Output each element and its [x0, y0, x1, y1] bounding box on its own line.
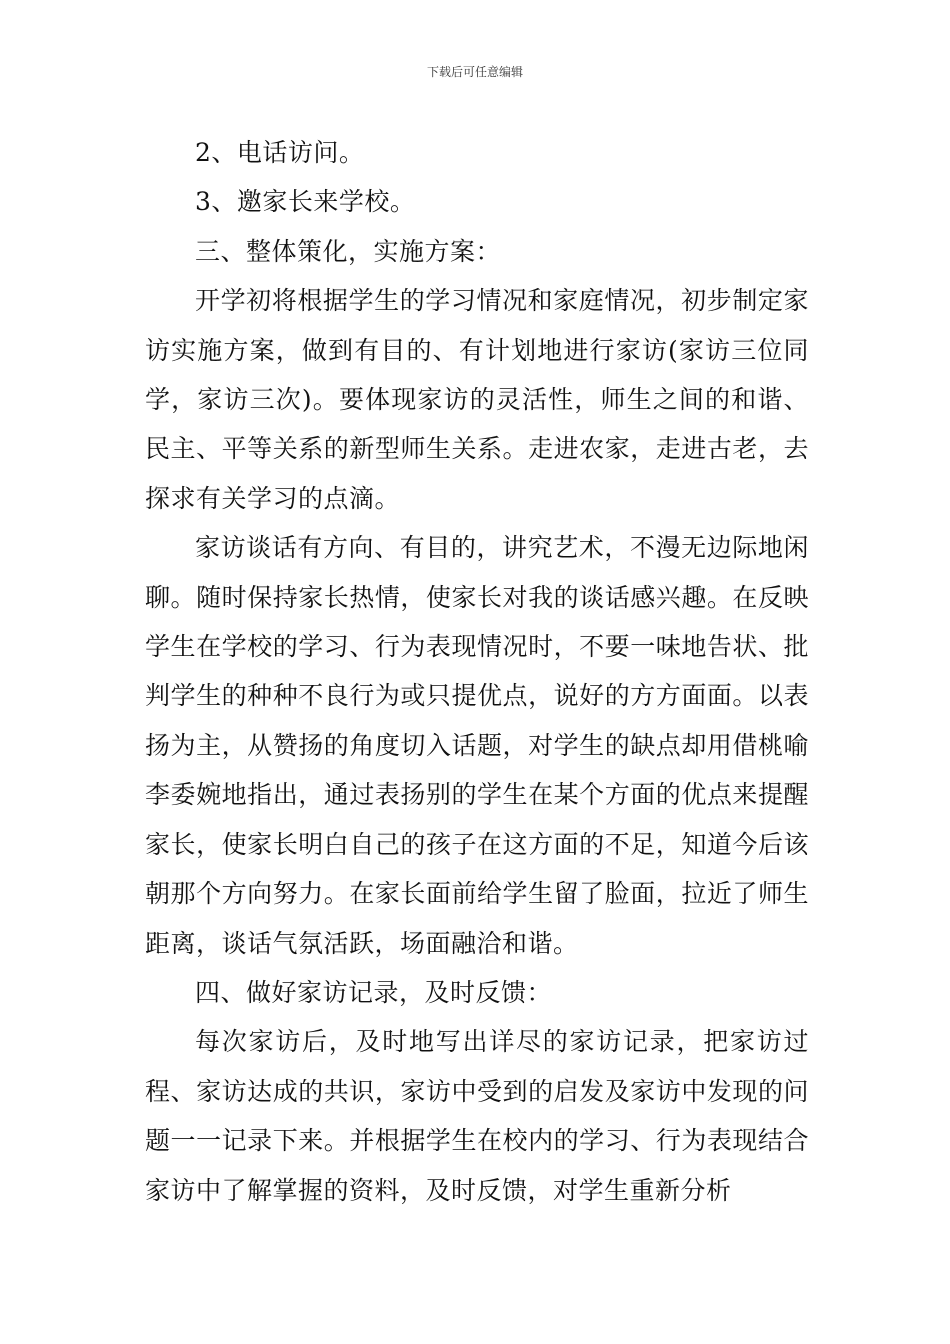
page-header: 下载后可任意编辑: [426, 65, 523, 79]
section-heading-4: 四、做好家访记录，及时反馈：: [195, 977, 553, 1007]
paragraph-records: 每次家访后，及时地写出详尽的家访记录，把家访过程、家访达成的共识，家访中受到的启发及家访中发现的问题一一记录下来。并根据学生在校内的学习、行为表现结合家访中了解掌握的资料，及时反馈，对学生重新分析: [145, 1027, 809, 1205]
section-heading-3: 三、整体策化，实施方案：: [195, 236, 502, 266]
document-body: [145, 128, 809, 1215]
paragraph-plan: 开学初将根据学生的学习情况和家庭情况，初步制定家访实施方案，做到有目的、有计划地进行家访(家访三位同学，家访三次)。要体现家访的灵活性，师生之间的和谐、民主、平等关系的新型师生关系。走进农家，走进古老，去探求有关学习的点滴。: [145, 286, 809, 513]
list-item-invite-parents: 3、邀家长来学校。: [195, 187, 416, 217]
paragraph-conversation: 家访谈话有方向、有目的，讲究艺术，不漫无边际地闲聊。随时保持家长热情，使家长对我的谈话感兴趣。在反映学生在学校的学习、行为表现情况时，不要一味地告状、批判学生的种种不良行为或只提优点，说好的方方面面。以表扬为主，从赞扬的角度切入话题，对学生的缺点却用借桃喻李委婉地指出，通过表扬别的学生在某个方面的优点来提醒家长，使家长明白自己的孩子在这方面的不足，知道今后该朝那个方向努力。在家长面前给学生留了脸面，拉近了师生距离，谈话气氛活跃，场面融洽和谐。: [145, 533, 809, 958]
list-item-phone-visit: 2、电话访问。: [195, 138, 365, 167]
